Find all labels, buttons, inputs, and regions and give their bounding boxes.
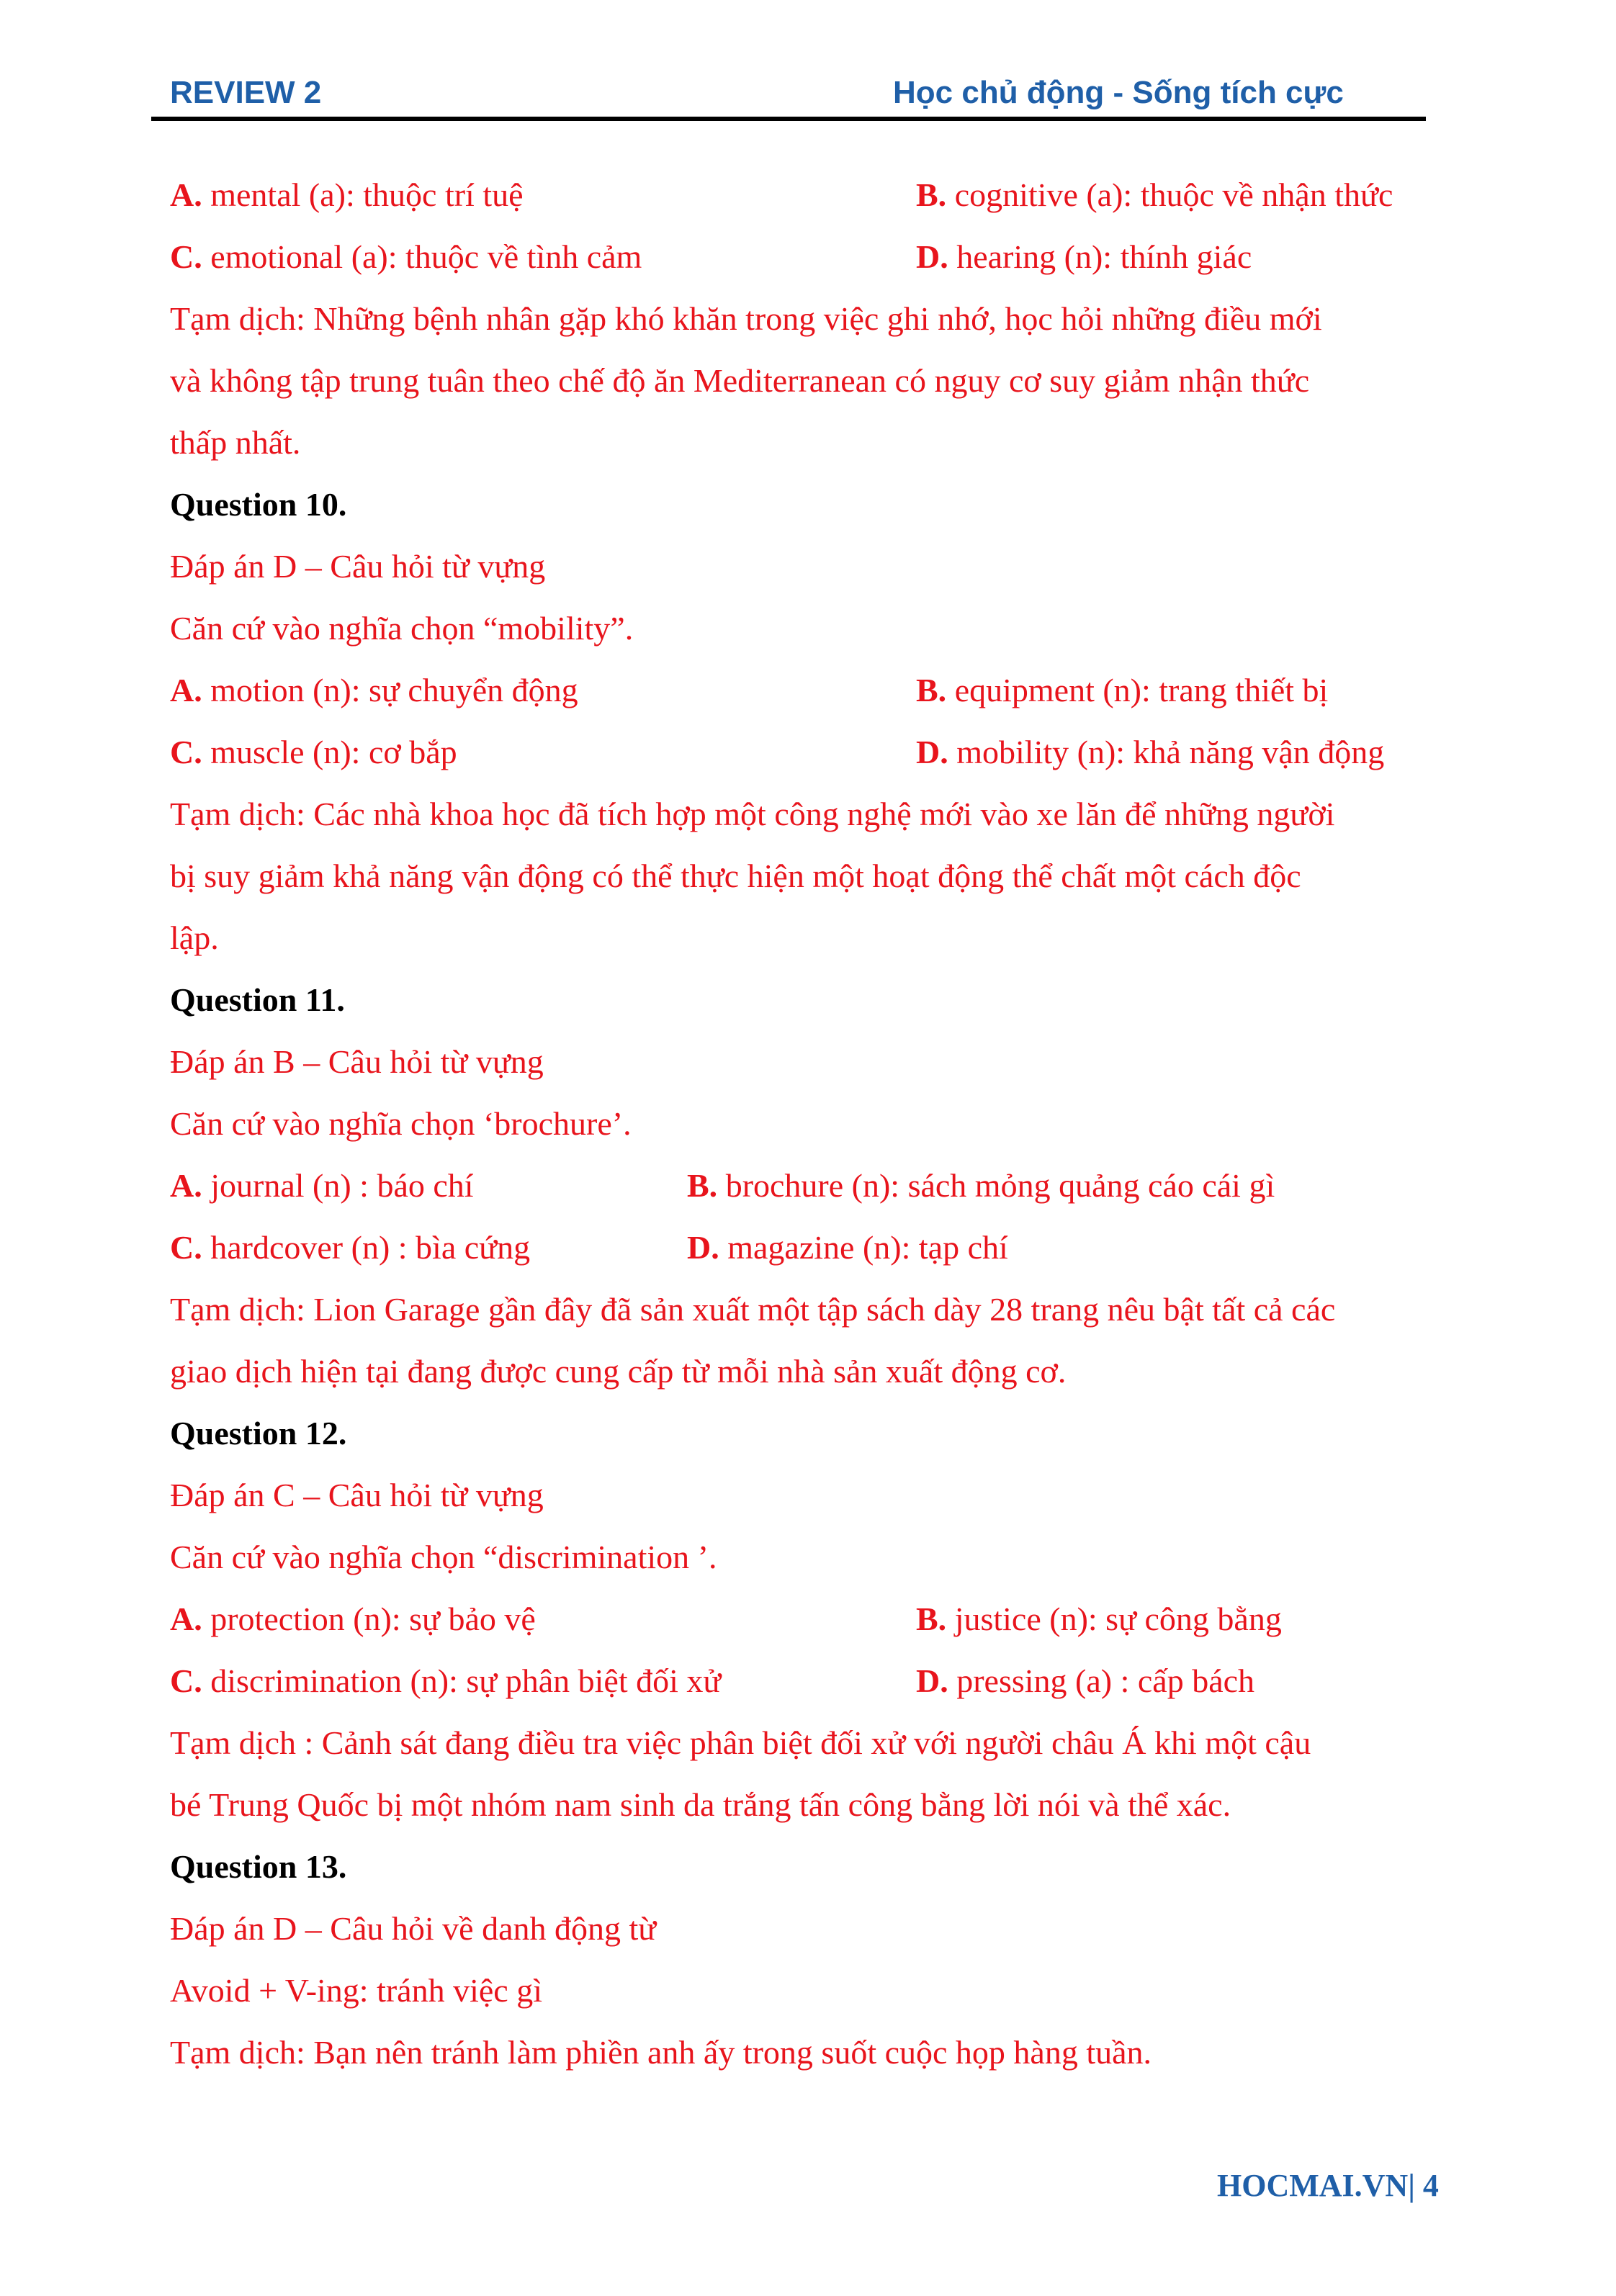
q11-options-row-1: [170, 1155, 1452, 1217]
page-header: [170, 75, 1380, 118]
q12-options-row-1: [170, 1588, 1452, 1650]
q11-translation-line: giao dịch hiện tại đang được cung cấp từ mỗi nhà sản xuất động cơ.: [170, 1353, 1067, 1390]
q12-basis: Căn cứ vào nghĩa chọn “discrimination ’.: [170, 1539, 717, 1575]
q12-option-d: D. pressing (a) : cấp bách: [916, 1662, 1255, 1699]
document-body: [170, 164, 1452, 2084]
q9-options-row-1: [170, 164, 1452, 226]
q10-options-row-1: [170, 659, 1452, 721]
q10-option-d: D. mobility (n): khả năng vận động: [916, 734, 1385, 770]
q11-option-a: A. journal (n) : báo chí: [170, 1167, 474, 1204]
q10-option-a: A. motion (n): sự chuyển động: [170, 672, 578, 708]
q13-answer: Đáp án D – Câu hỏi về danh động từ: [170, 1910, 657, 1947]
q9-translation-line: và không tập trung tuân theo chế độ ăn Mediterranean có nguy cơ suy giảm nhận thức: [170, 362, 1310, 399]
page-footer: HOCMAI.VN| 4: [1217, 2168, 1439, 2203]
q9-option-d: D. hearing (n): thính giác: [916, 238, 1252, 275]
header-right-slogan: Học chủ động - Sống tích cực: [893, 75, 1344, 110]
q9-option-a: A. mental (a): thuộc trí tuệ: [170, 176, 524, 213]
q11-options-row-2: [170, 1217, 1452, 1279]
q11-option-d: D. magazine (n): tạp chí: [687, 1229, 1008, 1266]
q11-basis: Căn cứ vào nghĩa chọn ‘brochure’.: [170, 1105, 632, 1142]
q9-translation-line: Tạm dịch: Những bệnh nhân gặp khó khăn trong việc ghi nhớ, học hỏi những điều mới: [170, 300, 1322, 337]
header-left-title: REVIEW 2: [170, 75, 322, 110]
q12-translation-line: Tạm dịch : Cảnh sát đang điều tra việc phân biệt đối xử với người châu Á khi một cậu: [170, 1724, 1311, 1761]
q13-translation: Tạm dịch: Bạn nên tránh làm phiền anh ấy trong suốt cuộc họp hàng tuần.: [170, 2034, 1152, 2071]
q11-option-b: B. brochure (n): sách mỏng quảng cáo cái gì: [687, 1167, 1275, 1204]
q13-title: Question 13.: [170, 1848, 347, 1885]
q10-option-c: C. muscle (n): cơ bắp: [170, 734, 457, 770]
q10-translation-line: Tạm dịch: Các nhà khoa học đã tích hợp một công nghệ mới vào xe lăn để những người: [170, 796, 1335, 832]
q11-translation-line: Tạm dịch: Lion Garage gần đây đã sản xuất một tập sách dày 28 trang nêu bật tất cả các: [170, 1291, 1336, 1328]
q9-translation-line: thấp nhất.: [170, 424, 301, 461]
q9-options-row-2: [170, 226, 1452, 288]
header-divider: [151, 117, 1426, 121]
q12-option-a: A. protection (n): sự bảo vệ: [170, 1601, 536, 1637]
q12-title: Question 12.: [170, 1415, 347, 1451]
q9-option-b: B. cognitive (a): thuộc về nhận thức: [916, 176, 1393, 213]
q11-option-c: C. hardcover (n) : bìa cứng: [170, 1229, 531, 1266]
q12-answer: Đáp án C – Câu hỏi từ vựng: [170, 1477, 544, 1513]
q10-basis: Căn cứ vào nghĩa chọn “mobility”.: [170, 610, 634, 647]
q13-rule: Avoid + V-ing: tránh việc gì: [170, 1972, 542, 2009]
q10-answer: Đáp án D – Câu hỏi từ vựng: [170, 548, 546, 585]
q11-answer: Đáp án B – Câu hỏi từ vựng: [170, 1043, 544, 1080]
q10-translation-line: lập.: [170, 919, 219, 956]
q12-option-b: B. justice (n): sự công bằng: [916, 1601, 1282, 1637]
q10-option-b: B. equipment (n): trang thiết bị: [916, 672, 1329, 708]
q12-translation-line: bé Trung Quốc bị một nhóm nam sinh da trắng tấn công bằng lời nói và thể xác.: [170, 1786, 1231, 1823]
q10-translation-line: bị suy giảm khả năng vận động có thể thực hiện một hoạt động thể chất một cách độc: [170, 857, 1301, 894]
q12-option-c: C. discrimination (n): sự phân biệt đối xử: [170, 1662, 722, 1699]
q9-option-c: C. emotional (a): thuộc về tình cảm: [170, 238, 642, 275]
q10-title: Question 10.: [170, 486, 347, 523]
q12-options-row-2: [170, 1650, 1452, 1712]
q10-options-row-2: [170, 721, 1452, 783]
q11-title: Question 11.: [170, 981, 345, 1018]
